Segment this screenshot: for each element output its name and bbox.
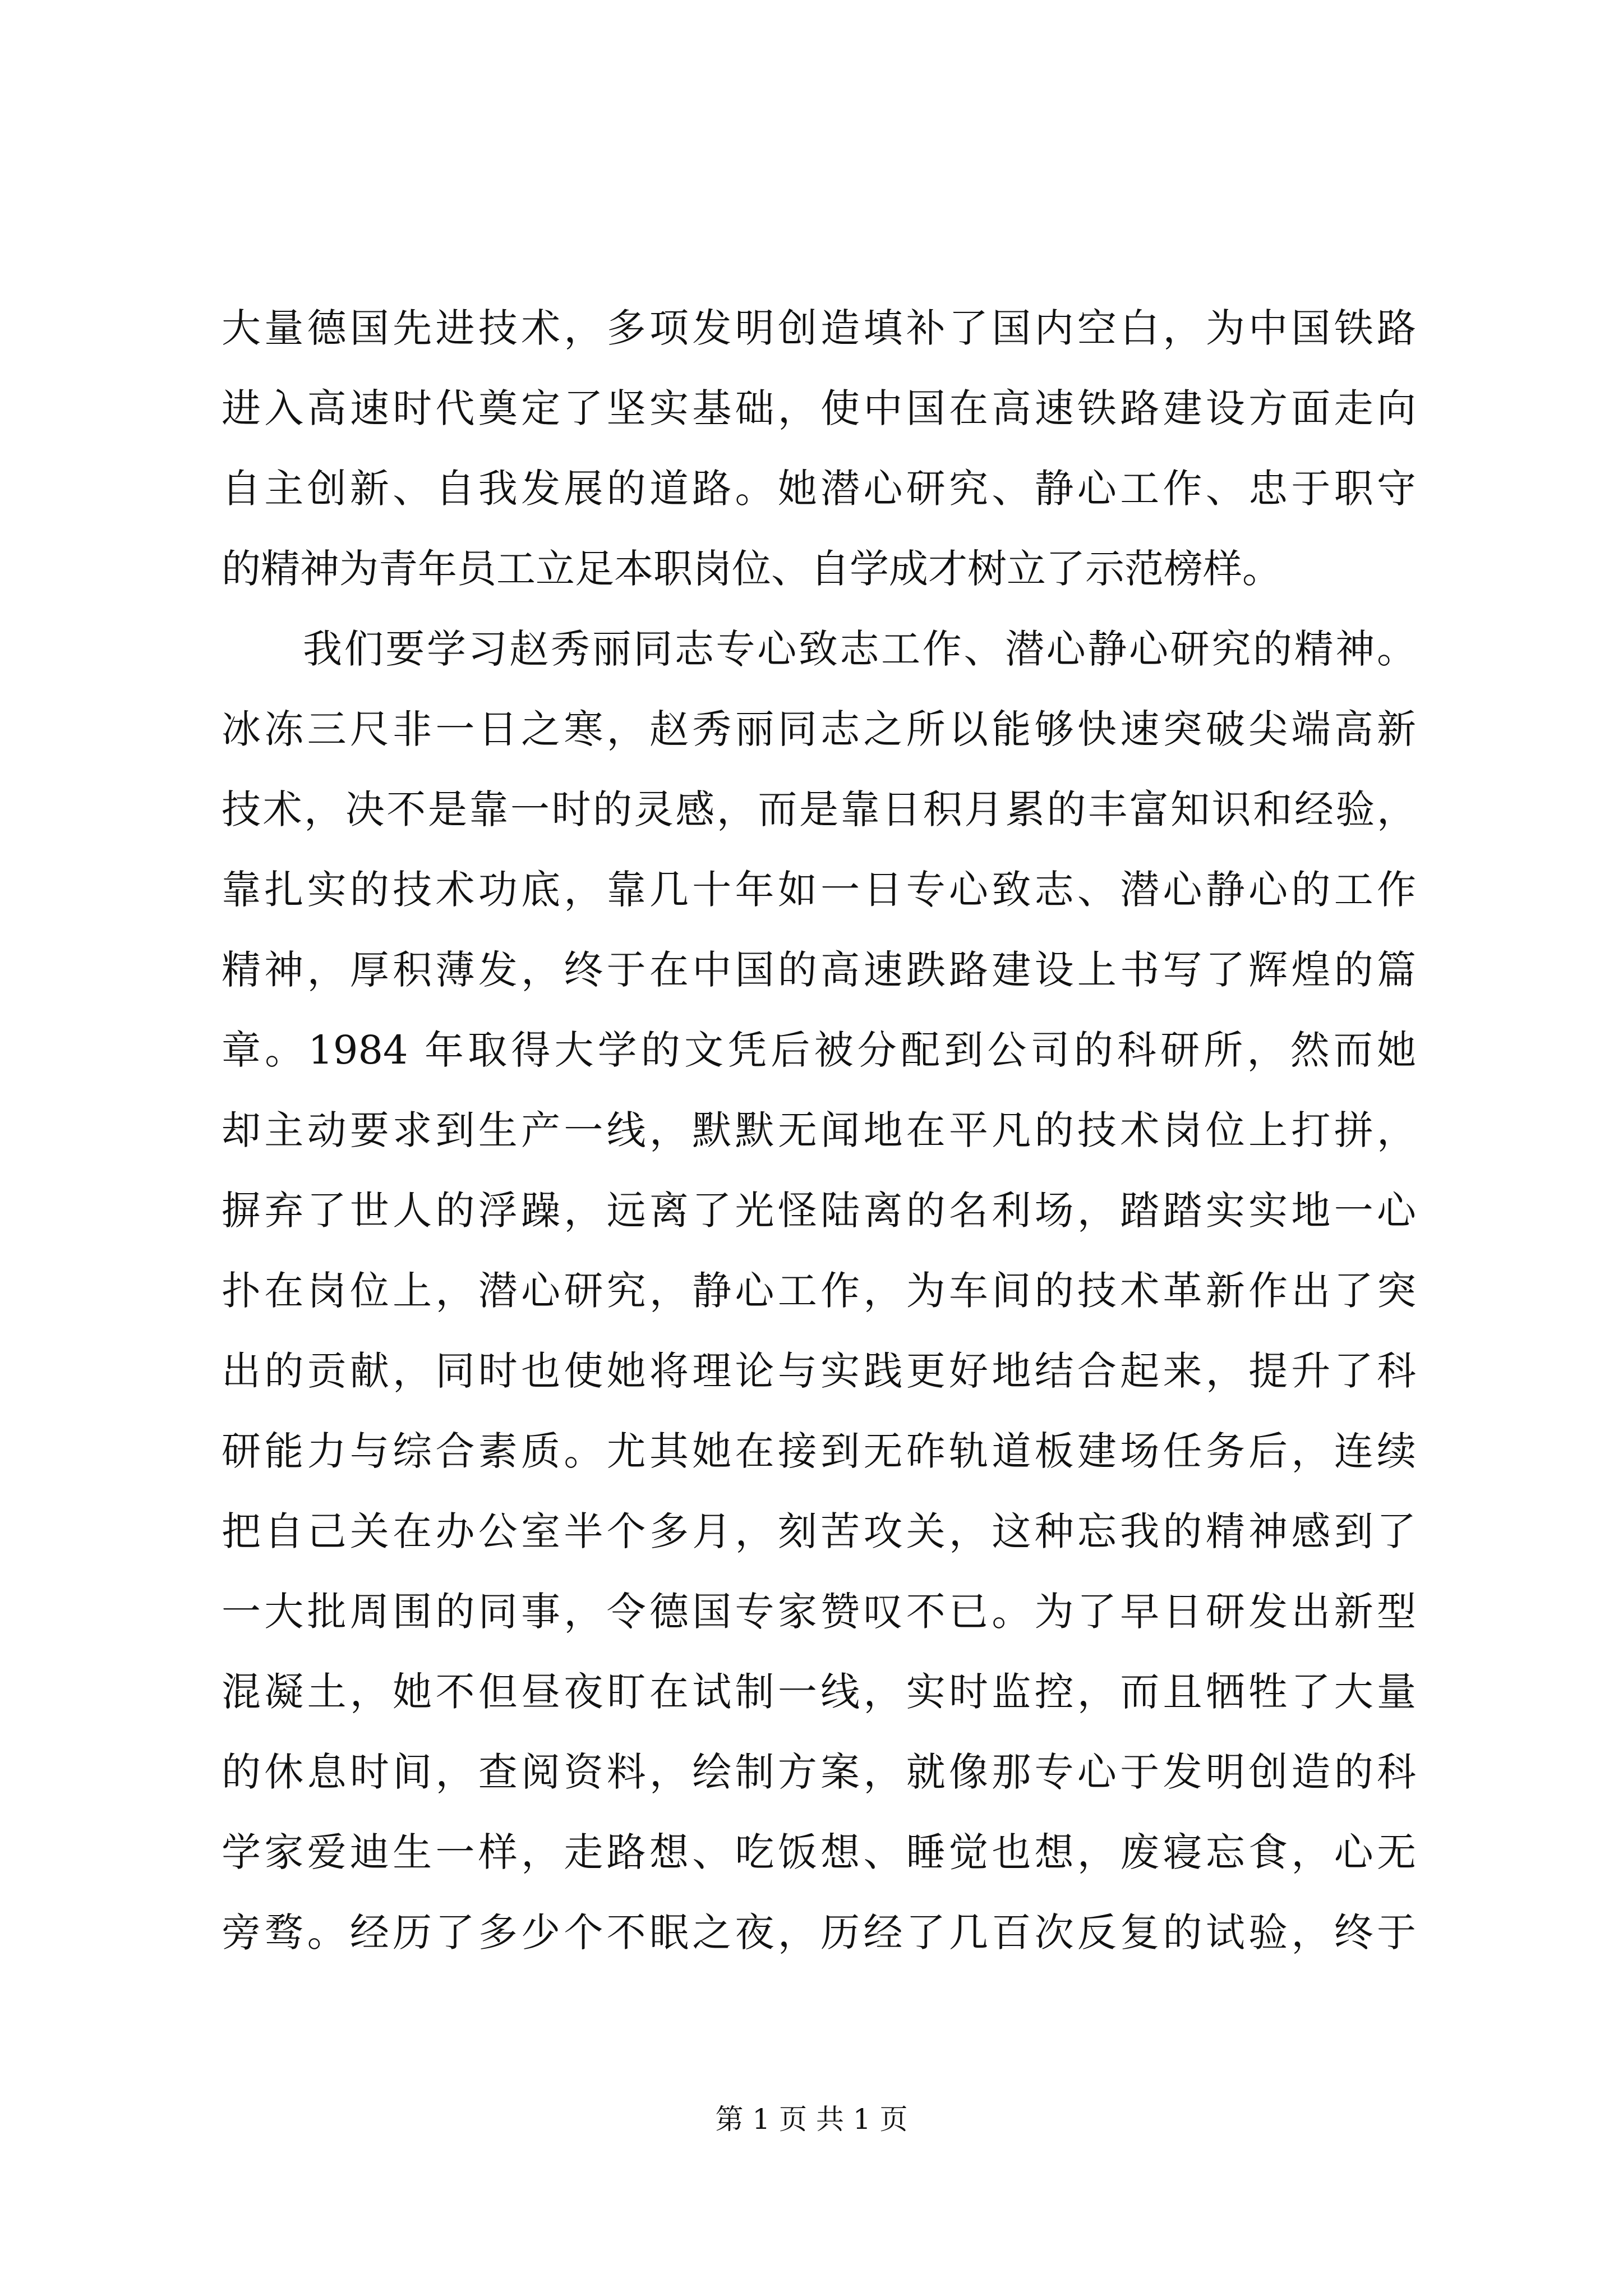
- text-line-18: 混凝土，她不但昼夜盯在试制一线，实时监控，而且牺牲了大量: [222, 1669, 1416, 1715]
- text-line-20: 学家爱迪生一样，走路想、吃饭想、睡觉也想，废寝忘食，心无: [222, 1829, 1416, 1875]
- text-line-7: 技术，决不是靠一时的灵感，而是靠日积月累的丰富知识和经验，: [222, 786, 1416, 832]
- text-line-12: 摒弃了世人的浮躁，远离了光怪陆离的名利场，踏踏实实地一心: [222, 1188, 1416, 1234]
- text-line-4: 的精神为青年员工立足本职岗位、自学成才树立了示范榜样。: [222, 546, 1281, 592]
- page-number-footer: 第 1 页 共 1 页: [715, 2103, 908, 2136]
- text-line-10: 章。1984 年取得大学的文凭后被分配到公司的科研所，然而她: [222, 1027, 1416, 1073]
- text-line-21: 旁骛。经历了多少个不眠之夜，历经了几百次反复的试验，终于: [222, 1910, 1416, 1955]
- text-line-19: 的休息时间，查阅资料，绘制方案，就像那专心于发明创造的科: [222, 1749, 1416, 1795]
- text-line-9: 精神，厚积薄发，终于在中国的高速跌路建设上书写了辉煌的篇: [222, 947, 1416, 993]
- text-line-3: 自主创新、自我发展的道路。她潜心研究、静心工作、忠于职守: [222, 466, 1416, 512]
- text-line-11: 却主动要求到生产一线，默默无闻地在平凡的技术岗位上打拼，: [222, 1107, 1416, 1153]
- text-line-13: 扑在岗位上，潜心研究，静心工作，为车间的技术革新作出了突: [222, 1268, 1416, 1314]
- text-line-17: 一大批周围的同事，令德国专家赞叹不已。为了早日研发出新型: [222, 1589, 1416, 1635]
- text-line-14: 出的贡献，同时也使她将理论与实践更好地结合起来，提升了科: [222, 1348, 1416, 1394]
- paragraph-start-line: 我们要学习赵秀丽同志专心致志工作、潜心静心研究的精神。: [303, 626, 1416, 672]
- text-line-8: 靠扎实的技术功底，靠几十年如一日专心致志、潜心静心的工作: [222, 867, 1416, 913]
- text-line-6: 冰冻三尺非一日之寒，赵秀丽同志之所以能够快速突破尖端高新: [222, 706, 1416, 752]
- text-line-15: 研能力与综合素质。尤其她在接到无砟轨道板建场任务后，连续: [222, 1428, 1416, 1474]
- text-line-2: 进入高速时代奠定了坚实基础，使中国在高速铁路建设方面走向: [222, 385, 1416, 431]
- text-line-16: 把自己关在办公室半个多月，刻苦攻关，这种忘我的精神感到了: [222, 1508, 1416, 1554]
- text-line-1: 大量德国先进技术，多项发明创造填补了国内空白，为中国铁路: [222, 305, 1416, 351]
